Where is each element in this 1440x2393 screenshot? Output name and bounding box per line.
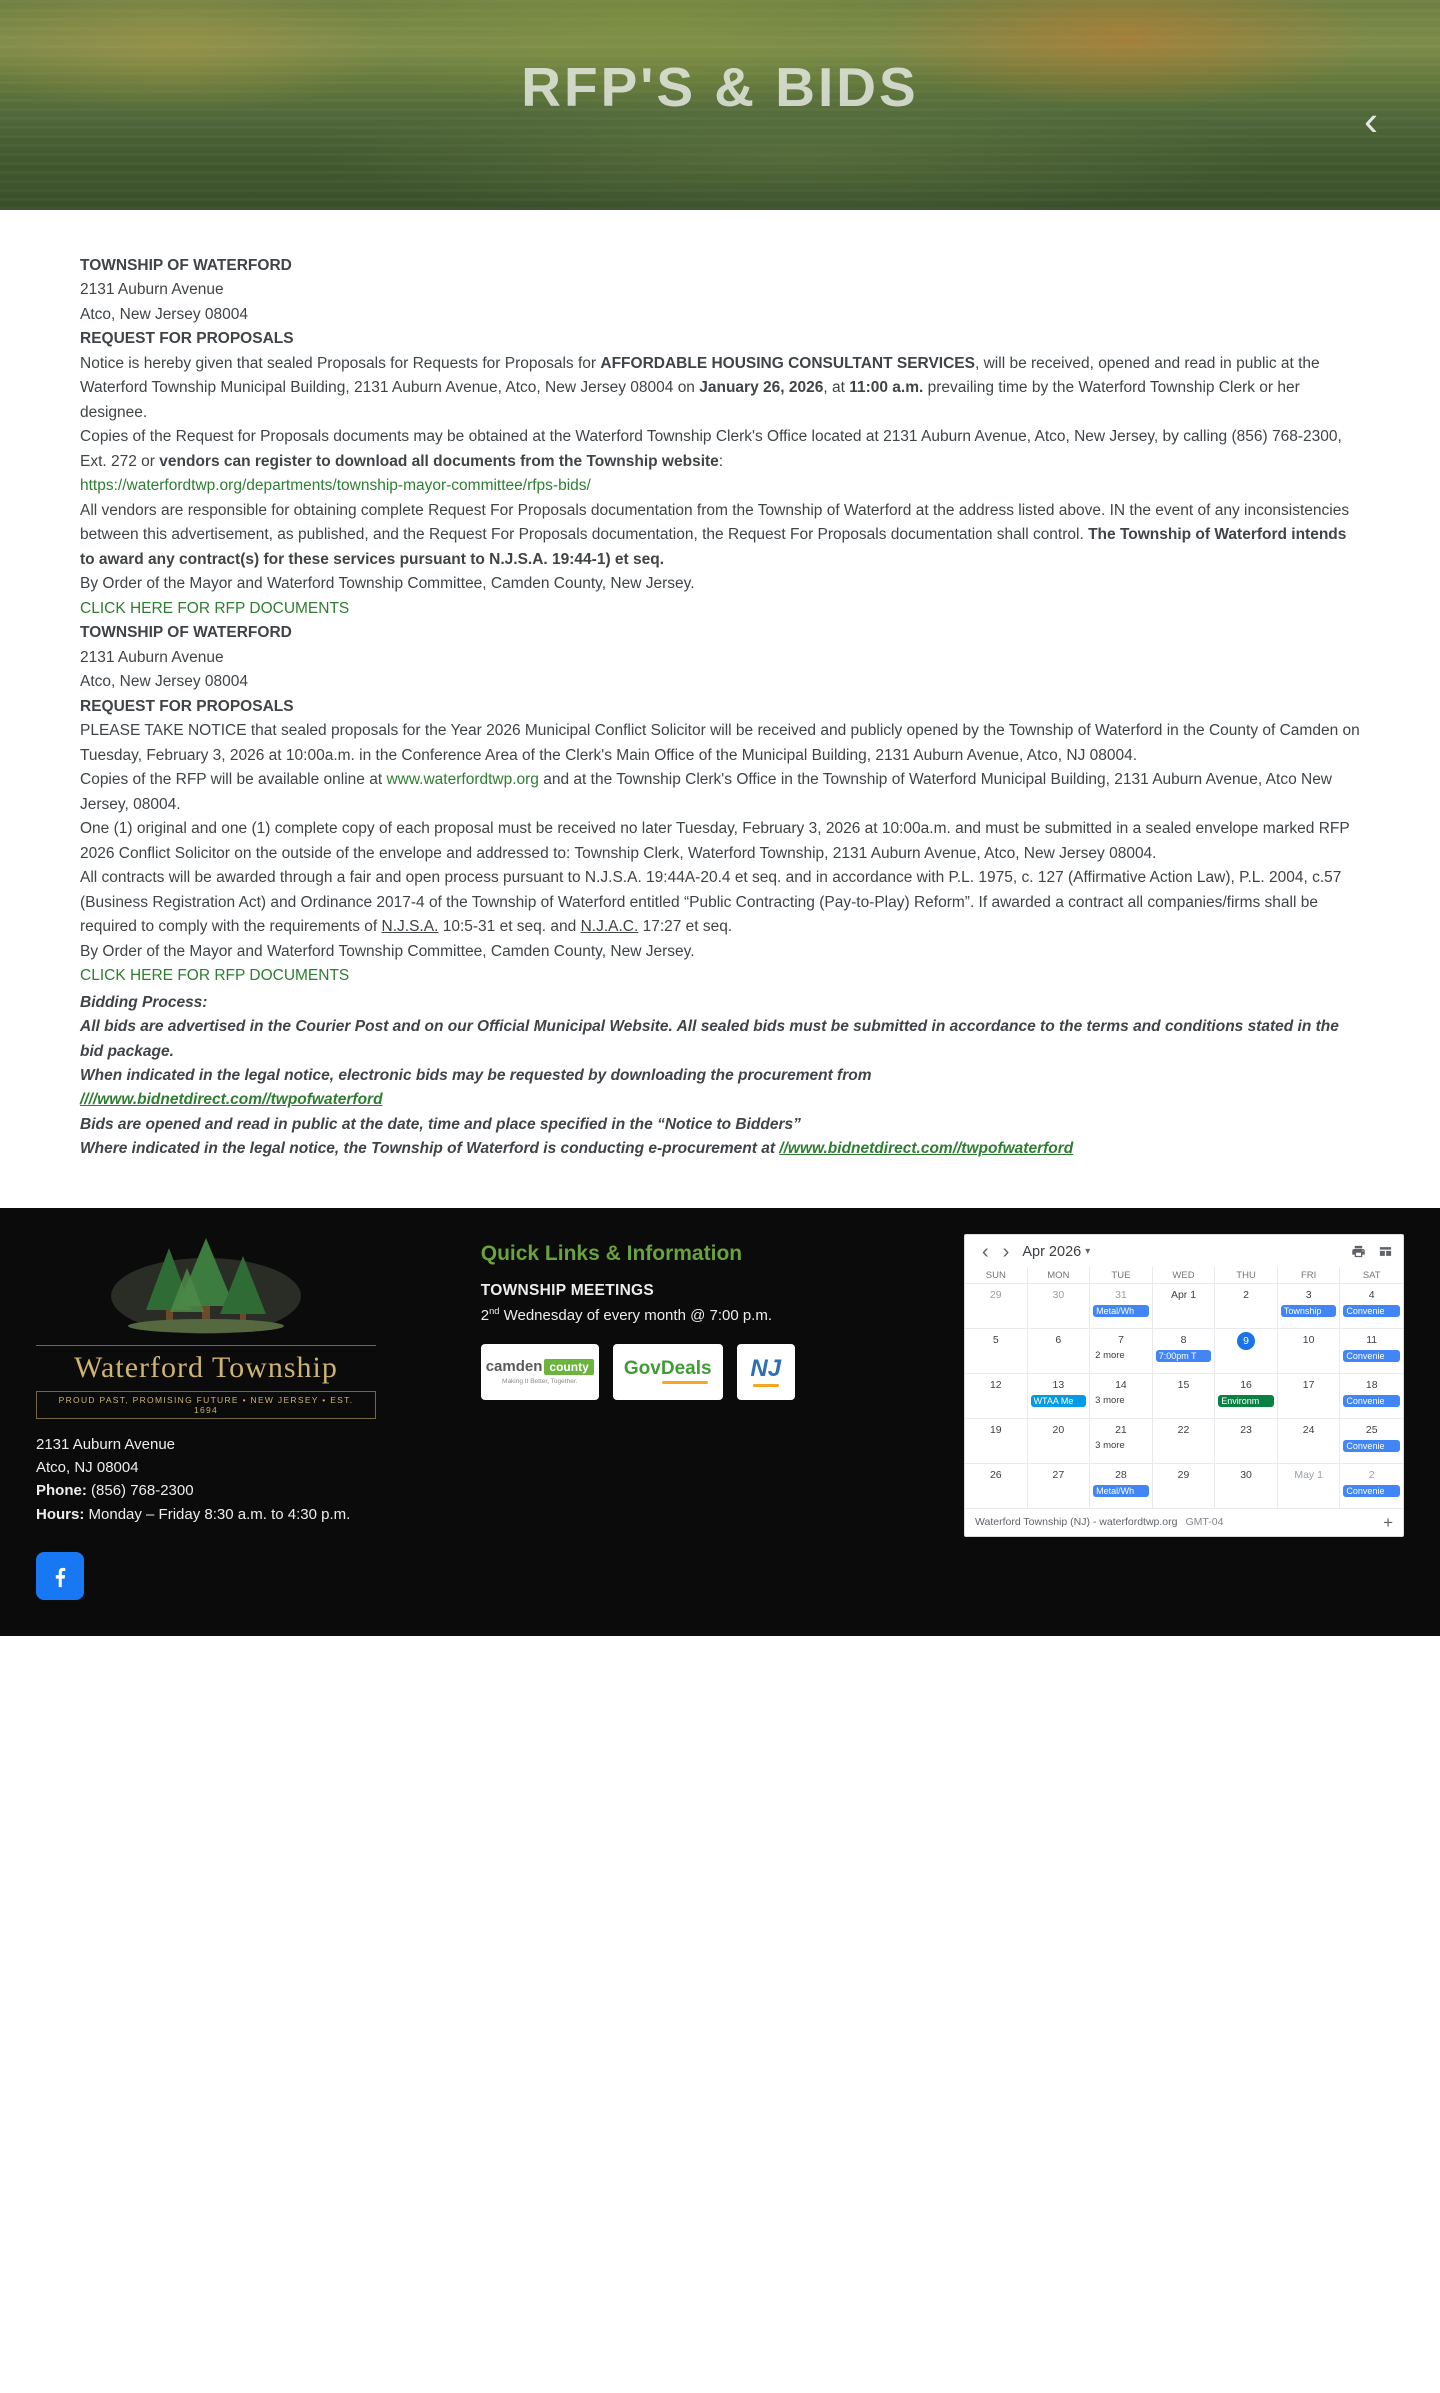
calendar-event-badge[interactable]: Township — [1281, 1305, 1337, 1317]
text-segment: , at — [823, 379, 850, 397]
facebook-icon — [46, 1562, 74, 1590]
rfp-heading: REQUEST FOR PROPOSALS — [80, 697, 294, 715]
calendar-day-number: 23 — [1240, 1423, 1252, 1436]
calendar-toolbar — [965, 1235, 1403, 1267]
footer-contact-column — [36, 1234, 441, 1600]
paragraph-bids-opened: Bids are opened and read in public at the date, time and place specified in the “Notice to Bidders” — [80, 1115, 801, 1133]
calendar-day-number: 6 — [1055, 1333, 1062, 1346]
camden-tagline: Making It Better, Together. — [502, 1378, 578, 1386]
calendar-day-number: 8 — [1180, 1333, 1187, 1346]
view-tabs-icon[interactable] — [1378, 1244, 1393, 1259]
calendar-day-cell[interactable] — [1215, 1283, 1278, 1328]
calendar-day-number: 19 — [989, 1423, 1002, 1436]
calendar-month-label[interactable]: Apr 2026 — [1022, 1243, 1082, 1260]
org-name: TOWNSHIP OF WATERFORD — [80, 257, 292, 274]
county-word: county — [544, 1359, 593, 1375]
rfp-section-conflict-solicitor — [80, 621, 1360, 988]
calendar-day-number: 20 — [1052, 1423, 1065, 1436]
calendar-day-number: 30 — [1240, 1468, 1252, 1481]
hero-banner — [0, 0, 1440, 210]
township-logo-trees — [56, 1234, 356, 1346]
calendar-day-cell[interactable] — [1153, 1328, 1216, 1373]
text-segment: All vendors are responsible for obtaining complete Request For Proposals documentation from the Township of Waterford at the address listed above. IN the event of any inconsistencies between this advertisement, as published, and the Request For Proposals documentation, the Request For Proposals documentation shall control. — [80, 501, 1350, 544]
calendar-more-link[interactable]: 3 more — [1095, 1439, 1125, 1451]
rfp-section-affordable-housing — [80, 254, 1360, 621]
calendar-day-number: 18 — [1365, 1378, 1378, 1391]
footer-quick-links-column — [481, 1234, 924, 1600]
main-content — [0, 210, 1440, 1208]
text-segment: Copies of the RFP will be available online at — [80, 771, 387, 789]
carousel-prev-icon[interactable]: ‹ — [1364, 97, 1378, 144]
calendar-day-number: 2 — [1368, 1468, 1375, 1481]
calendar-more-link[interactable]: 3 more — [1095, 1394, 1125, 1406]
paragraph-by-order: By Order of the Mayor and Waterford Township Committee, Camden County, New Jersey. — [80, 942, 695, 960]
calendar-day-cell[interactable] — [1090, 1328, 1153, 1373]
inline-link[interactable]: ////www.bidnetdirect.com//twpofwaterford — [80, 1091, 383, 1109]
calendar-day-number: 15 — [1177, 1378, 1190, 1391]
calendar-day-cell[interactable] — [965, 1328, 1028, 1373]
text-segment: 17:27 et seq. — [638, 918, 733, 936]
text-segment: Where indicated in the legal notice, the Township of Waterford is conducting e-procurement at — [80, 1140, 780, 1158]
address-line: 2131 Auburn Avenue — [80, 281, 224, 299]
calendar-day-cell[interactable] — [1028, 1283, 1091, 1328]
calendar-event-badge[interactable]: Metal/Wh — [1093, 1305, 1149, 1317]
calendar-day-cell[interactable] — [1153, 1373, 1216, 1418]
meetings-prefix: 2 — [480, 1306, 490, 1324]
calendar-day-number: 3 — [1305, 1288, 1312, 1301]
paragraph-electronic-bids — [80, 1064, 1360, 1113]
calendar-day-number: 7 — [1118, 1333, 1124, 1346]
calendar-footer — [965, 1508, 1403, 1536]
calendar-day-number: 4 — [1368, 1288, 1375, 1301]
calendar-day-number: 24 — [1302, 1423, 1315, 1436]
calendar-day-number: 29 — [989, 1288, 1002, 1301]
calendar-day-cell[interactable] — [1215, 1373, 1278, 1418]
text-segment: All contracts will be awarded through a fair and open process pursuant to N.J.S.A. 19:44A-20.4 et seq. and in accordance with P.L. 1975, c. 127 (Affirmative Action Law), P.L. 2004, c.57 (Business Registration Act) and Ordinance 2017-4 of the Township of Waterford entitled “Public Contracting (Pay-to-Play) Reform”. If awarded a contract all companies/firms shall be required to comply with the requirements of — [80, 869, 1342, 936]
calendar-dow-label: THU — [1215, 1267, 1278, 1283]
township-meetings-heading: TOWNSHIP MEETINGS — [480, 1281, 655, 1299]
phone-value: (856) 768-2300 — [86, 1482, 194, 1500]
calendar-add-icon[interactable]: + — [1383, 1512, 1393, 1532]
calendar-day-number: 31 — [1115, 1288, 1127, 1301]
calendar-day-cell[interactable] — [1028, 1463, 1091, 1508]
text-segment: N.J.A.C. — [580, 918, 639, 936]
calendar-event-badge[interactable]: Convenie — [1343, 1485, 1400, 1497]
text-segment: 10:5-31 et seq. and — [438, 918, 581, 936]
inline-link[interactable]: www.waterfordtwp.org — [386, 771, 539, 789]
calendar-day-number: Apr 1 — [1170, 1288, 1197, 1301]
nj-logo: NJ — [750, 1354, 782, 1382]
address-line: Atco, New Jersey 08004 — [80, 305, 249, 323]
calendar-day-number: 2 — [1243, 1288, 1249, 1301]
calendar-dow-label: FRI — [1278, 1267, 1341, 1283]
calendar-event-badge[interactable]: Environm — [1218, 1395, 1274, 1407]
calendar-day-cell[interactable] — [1215, 1463, 1278, 1508]
calendar-day-cell[interactable] — [965, 1373, 1028, 1418]
address-line: Atco, New Jersey 08004 — [80, 673, 249, 691]
township-logo — [36, 1234, 376, 1419]
calendar-day-number: 11 — [1366, 1333, 1378, 1346]
calendar-dow-label: SUN — [965, 1267, 1028, 1283]
calendar-day-cell[interactable] — [1278, 1283, 1341, 1328]
paragraph-by-order: By Order of the Mayor and Waterford Township Committee, Camden County, New Jersey. — [80, 575, 695, 593]
hours-label: Hours: — [36, 1505, 85, 1523]
calendar-day-number: 5 — [992, 1333, 999, 1346]
calendar-day-cell[interactable] — [1090, 1418, 1153, 1463]
calendar-month-dropdown-icon[interactable]: ▾ — [1085, 1246, 1091, 1258]
calendar-event-badge[interactable]: Convenie — [1343, 1395, 1400, 1407]
calendar-day-number: 27 — [1052, 1468, 1065, 1481]
calendar-day-cell[interactable] — [1340, 1463, 1403, 1508]
paragraph-contracts — [80, 866, 1360, 939]
calendar-dow-label: TUE — [1090, 1267, 1153, 1283]
calendar-day-number: 13 — [1052, 1378, 1065, 1391]
calendar-day-number: 30 — [1052, 1288, 1065, 1301]
calendar-day-number: 28 — [1115, 1468, 1127, 1481]
township-logo-title: Waterford Township — [36, 1345, 376, 1385]
calendar-day-cell[interactable] — [1278, 1418, 1341, 1463]
calendar-day-number: 14 — [1115, 1378, 1127, 1391]
calendar-day-number: 10 — [1302, 1333, 1315, 1346]
text-segment: When indicated in the legal notice, electronic bids may be requested by downloading the procurement from — [80, 1066, 872, 1084]
quick-links-heading: Quick Links & Information — [480, 1241, 743, 1265]
rfp-documents-link[interactable]: CLICK HERE FOR RFP DOCUMENTS — [80, 599, 350, 617]
org-name: TOWNSHIP OF WATERFORD — [80, 624, 292, 642]
calendar-day-cell[interactable] — [965, 1418, 1028, 1463]
calendar-more-link[interactable]: 2 more — [1095, 1349, 1125, 1361]
address-line: 2131 Auburn Avenue — [80, 648, 224, 666]
calendar-day-cell[interactable] — [1278, 1373, 1341, 1418]
footer-address-line: Atco, NJ 08004 — [36, 1459, 139, 1477]
township-logo-tagline: PROUD PAST, PROMISING FUTURE • NEW JERSEY • EST. 1694 — [36, 1391, 376, 1419]
calendar-event-badge[interactable]: Metal/Wh — [1093, 1485, 1149, 1497]
calendar-day-cell[interactable] — [1090, 1463, 1153, 1508]
calendar-day-cell[interactable] — [1153, 1418, 1216, 1463]
calendar-dow-label: WED — [1153, 1267, 1216, 1283]
calendar-event-badge[interactable]: Convenie — [1343, 1305, 1400, 1317]
nj-logo-link[interactable] — [737, 1344, 795, 1400]
govdeals-logo: GovDeals — [623, 1358, 712, 1380]
calendar-day-cell[interactable] — [1028, 1373, 1091, 1418]
calendar-next-button[interactable]: › — [1002, 1240, 1010, 1263]
text-segment: 11:00 a.m. — [849, 379, 924, 397]
camden-county-logo — [486, 1358, 594, 1375]
footer-calendar-column — [964, 1234, 1404, 1600]
calendar-prev-button[interactable]: ‹ — [982, 1240, 989, 1263]
text-segment: vendors can register to download all documents from the Township website — [159, 452, 719, 470]
google-calendar-widget — [964, 1234, 1404, 1537]
calendar-day-cell[interactable] — [965, 1463, 1028, 1508]
meetings-suffix: Wednesday of every month @ 7:00 p.m. — [499, 1306, 773, 1324]
text-segment: AFFORDABLE HOUSING CONSULTANT SERVICES — [600, 354, 975, 372]
facebook-button[interactable] — [36, 1552, 84, 1600]
calendar-day-cell[interactable] — [1340, 1373, 1403, 1418]
paragraph-copies — [80, 768, 1360, 817]
text-segment: N.J.S.A. — [381, 918, 439, 936]
text-segment: , will be received, opened and read in public at the Waterford Township Municipal Building, 2131 Auburn Avenue, Atco, New Jersey 08004 on — [80, 354, 1320, 397]
calendar-dow-label: SAT — [1362, 1269, 1381, 1281]
calendar-event-badge[interactable]: Convenie — [1343, 1350, 1400, 1362]
rfp-heading: REQUEST FOR PROPOSALS — [80, 330, 294, 348]
calendar-day-cell[interactable] — [1153, 1283, 1216, 1328]
calendar-day-cell[interactable] — [1278, 1463, 1341, 1508]
print-icon[interactable] — [1351, 1244, 1366, 1259]
calendar-day-cell[interactable] — [965, 1283, 1028, 1328]
govdeals-swoosh — [662, 1381, 708, 1384]
inline-link[interactable]: //www.bidnetdirect.com//twpofwaterford — [779, 1140, 1074, 1158]
rfp-documents-link[interactable]: CLICK HERE FOR RFP DOCUMENTS — [80, 967, 350, 985]
paragraph-copies — [80, 425, 1360, 498]
paragraph-bids-advertised: All bids are advertised in the Courier Post and on our Official Municipal Website. All sealed bids must be submitted in accordance to the terms and conditions stated in the bid package. — [80, 1018, 1339, 1060]
calendar-day-cell[interactable] — [1090, 1283, 1153, 1328]
calendar-event-badge[interactable]: 7:00pm T — [1156, 1350, 1212, 1362]
township-meetings-schedule — [481, 1306, 924, 1324]
calendar-day-cell[interactable] — [1340, 1283, 1403, 1328]
calendar-day-cell[interactable] — [1153, 1463, 1216, 1508]
calendar-event-badge[interactable]: Convenie — [1343, 1440, 1400, 1452]
calendar-day-cell[interactable] — [1090, 1373, 1153, 1418]
text-segment: January 26, 2026 — [699, 379, 824, 397]
calendar-day-number: 25 — [1365, 1423, 1378, 1436]
camden-word: camden — [485, 1358, 543, 1376]
phone-label: Phone: — [36, 1482, 87, 1500]
paragraph-notice — [80, 352, 1360, 425]
calendar-timezone: GMT-04 — [1185, 1516, 1224, 1529]
calendar-day-number: 16 — [1240, 1378, 1252, 1391]
text-segment: The Township of Waterford intends to award any contract(s) for these services pursuant to N.J.S.A. 19:44-1) et seq. — [80, 526, 1347, 568]
paragraph-original-copy: One (1) original and one (1) complete copy of each proposal must be received no later Tuesday, February 3, 2026 at 10:00a.m. and must be submitted in a sealed envelope marked RFP 2026 Conflict Solicitor on the outside of the envelope and addressed to: Township Clerk, Waterford Township, 2131 Auburn Avenue, Atco, New Jersey 08004. — [80, 820, 1350, 862]
footer-hours — [36, 1503, 441, 1526]
hours-value: Monday – Friday 8:30 a.m. to 4:30 p.m. — [84, 1505, 351, 1523]
calendar-day-number: 29 — [1177, 1468, 1190, 1481]
paragraph-eprocurement — [80, 1137, 1360, 1161]
calendar-attribution: Waterford Township (NJ) - waterfordtwp.org — [975, 1516, 1178, 1529]
partner-logos — [481, 1344, 924, 1400]
footer-address-line: 2131 Auburn Avenue — [36, 1435, 176, 1453]
inline-link[interactable]: https://waterfordtwp.org/departments/township-mayor-committee/rfps-bids/ — [80, 477, 591, 495]
calendar-day-cell[interactable] — [1340, 1418, 1403, 1463]
calendar-day-cell[interactable] — [1028, 1418, 1091, 1463]
calendar-day-cell[interactable] — [1028, 1328, 1091, 1373]
calendar-day-number: 22 — [1177, 1423, 1190, 1436]
calendar-day-number: 12 — [989, 1378, 1002, 1391]
calendar-day-number: May 1 — [1294, 1468, 1323, 1481]
calendar-day-number: 26 — [989, 1468, 1002, 1481]
calendar-day-cell[interactable] — [1215, 1418, 1278, 1463]
text-segment: Notice is hereby given that sealed Proposals for Requests for Proposals for — [80, 354, 601, 372]
text-segment: and at the Township Clerk's Office in the Township of Waterford Municipal Building, 2131 Auburn Avenue, Atco New Jersey, 08004. — [80, 771, 1333, 813]
bidding-process-section — [80, 991, 1360, 1162]
calendar-toolbar-icons — [1351, 1244, 1393, 1259]
calendar-dow-label: MON — [1028, 1267, 1091, 1283]
calendar-grid — [965, 1267, 1403, 1508]
text-segment: : — [718, 452, 724, 470]
footer-phone — [36, 1479, 441, 1502]
calendar-day-cell[interactable] — [1278, 1328, 1341, 1373]
footer-address — [36, 1433, 441, 1526]
calendar-day-number: 17 — [1302, 1378, 1315, 1391]
calendar-day-cell[interactable] — [1215, 1328, 1278, 1373]
bidding-process-heading: Bidding Process: — [80, 993, 208, 1011]
calendar-day-cell[interactable] — [1340, 1328, 1403, 1373]
calendar-day-number: 21 — [1115, 1423, 1127, 1436]
calendar-event-badge[interactable]: WTAA Me — [1031, 1395, 1087, 1407]
text-segment: Copies of the Request for Proposals documents may be obtained at the Waterford Township Clerk's Office located at 2131 Auburn Avenue, Atco, New Jersey, by calling (856) 768-2300, Ext. 272 or — [80, 428, 1342, 470]
text-segment: prevailing time by the Waterford Township Clerk or her designee. — [80, 379, 1300, 421]
govdeals-logo-link[interactable] — [613, 1344, 723, 1400]
page-title: RFP'S & BIDS — [521, 56, 919, 118]
paragraph-vendors — [80, 499, 1360, 572]
nj-swoosh — [753, 1384, 779, 1387]
calendar-today-number: 9 — [1237, 1332, 1255, 1350]
paragraph-take-notice: PLEASE TAKE NOTICE that sealed proposals for the Year 2026 Municipal Conflict Solicitor will be received and publicly opened by the Township of Waterford in the County of Camden on Tuesday, February 3, 2026 at 10:00a.m. in the Conference Area of the Clerk's Main Office of the Municipal Building, 2131 Auburn Avenue, Atco, NJ 08004. — [80, 722, 1360, 764]
camden-county-logo-link[interactable] — [481, 1344, 599, 1400]
page-footer — [0, 1208, 1440, 1636]
meetings-ordinal: nd — [489, 1305, 500, 1316]
